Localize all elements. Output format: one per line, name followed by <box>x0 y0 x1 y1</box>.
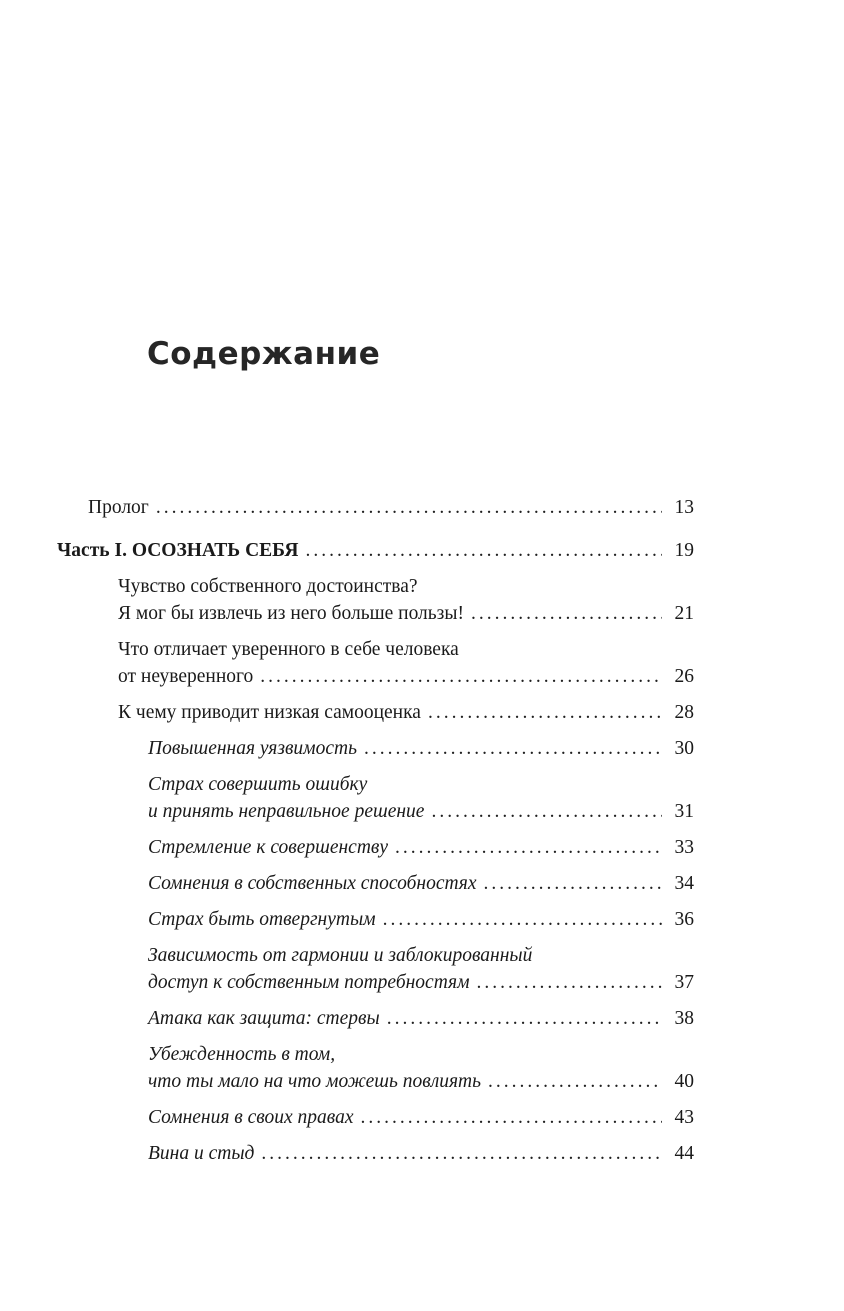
page-number: 36 <box>674 909 694 930</box>
toc-entry-line <box>148 870 694 897</box>
toc-entry <box>57 906 694 933</box>
toc-entry <box>57 699 694 726</box>
page-number: 30 <box>674 738 694 759</box>
page-number: 38 <box>674 1008 694 1029</box>
toc-entry-title: от неуверенного <box>118 666 254 687</box>
toc-list <box>57 494 694 1167</box>
toc-entry-line <box>148 969 694 996</box>
toc-entry-line <box>148 771 694 798</box>
page-number: 13 <box>674 497 694 518</box>
page-number: 37 <box>674 972 694 993</box>
page-number: 44 <box>674 1143 694 1164</box>
dot-leader <box>383 906 662 933</box>
toc-entry-line <box>118 573 694 600</box>
toc-entry <box>57 735 694 762</box>
toc-entry-title: Убежденность в том, <box>148 1044 336 1065</box>
toc-entry <box>57 1005 694 1032</box>
dot-leader <box>364 735 662 762</box>
dot-leader <box>477 969 662 996</box>
toc-entry <box>57 494 694 521</box>
toc-entry-line <box>148 906 694 933</box>
toc-entry-title: Чувство собственного достоинства? <box>118 576 418 597</box>
page-number: 31 <box>674 801 694 822</box>
toc-entry-title: Зависимость от гармонии и заблокированный <box>148 945 533 966</box>
page-number: 40 <box>674 1071 694 1092</box>
toc-entry-line <box>148 942 694 969</box>
dot-leader <box>261 1140 662 1167</box>
toc-entry-line <box>118 663 694 690</box>
dot-leader <box>471 600 662 627</box>
dot-leader <box>484 870 662 897</box>
toc-entry-title: Сомнения в собственных способностях <box>148 873 477 894</box>
toc-entry-line <box>148 1068 694 1095</box>
toc-entry-line <box>148 735 694 762</box>
dot-leader <box>260 663 662 690</box>
toc-entry-line <box>148 1041 694 1068</box>
toc-entry-line <box>148 798 694 825</box>
page-number: 21 <box>674 603 694 624</box>
page-number: 26 <box>674 666 694 687</box>
toc-entry-title: Страх совершить ошибку <box>148 774 368 795</box>
toc-entry-line <box>148 1005 694 1032</box>
toc-entry-title: К чему приводит низкая самооценка <box>118 702 421 723</box>
toc-entry-line <box>148 1140 694 1167</box>
toc-entry-title: Что отличает уверенного в себе человека <box>118 639 459 660</box>
dot-leader <box>156 494 662 521</box>
toc-entry-line <box>118 636 694 663</box>
dot-leader <box>395 834 662 861</box>
toc-entry-title: что ты мало на что можешь повлиять <box>148 1071 481 1092</box>
toc-entry-line <box>148 834 694 861</box>
toc-entry <box>57 834 694 861</box>
toc-entry-title: Я мог бы извлечь из него больше пользы! <box>118 603 464 624</box>
toc-entry-title: Часть I. ОСОЗНАТЬ СЕБЯ <box>57 540 299 561</box>
toc-entry <box>57 636 694 690</box>
toc-entry <box>57 870 694 897</box>
dot-leader <box>488 1068 662 1095</box>
page-number: 28 <box>674 702 694 723</box>
page-title: Содержание <box>147 336 381 372</box>
toc-entry <box>57 1140 694 1167</box>
toc-entry <box>57 1104 694 1131</box>
toc-entry-title: Сомнения в своих правах <box>148 1107 354 1128</box>
toc-entry-title: Вина и стыд <box>148 1143 255 1164</box>
page-number: 34 <box>674 873 694 894</box>
dot-leader <box>361 1104 662 1131</box>
dot-leader <box>431 798 662 825</box>
dot-leader <box>387 1005 662 1032</box>
page-number: 19 <box>674 540 694 561</box>
toc-entry <box>57 771 694 825</box>
toc-entry-title: Пролог <box>88 497 149 518</box>
toc-entry-title: Атака как защита: стервы <box>148 1008 380 1029</box>
toc-entry-title: доступ к собственным потребностям <box>148 972 470 993</box>
toc-entry <box>57 573 694 627</box>
toc-entry-title: и принять неправильное решение <box>148 801 425 822</box>
page-number: 43 <box>674 1107 694 1128</box>
toc-entry <box>57 1041 694 1095</box>
toc-entry-title: Страх быть отвергнутым <box>148 909 376 930</box>
toc-entry-line <box>118 699 694 726</box>
page-number: 33 <box>674 837 694 858</box>
toc-entry <box>57 942 694 996</box>
dot-leader <box>428 699 662 726</box>
toc-entry <box>57 537 694 564</box>
dot-leader <box>306 537 663 564</box>
toc-entry-line <box>57 537 694 564</box>
toc-entry-title: Повышенная уязвимость <box>148 738 357 759</box>
toc-entry-line <box>148 1104 694 1131</box>
toc-entry-title: Стремление к совершенству <box>148 837 389 858</box>
toc-entry-line <box>118 600 694 627</box>
toc-entry-line <box>88 494 694 521</box>
